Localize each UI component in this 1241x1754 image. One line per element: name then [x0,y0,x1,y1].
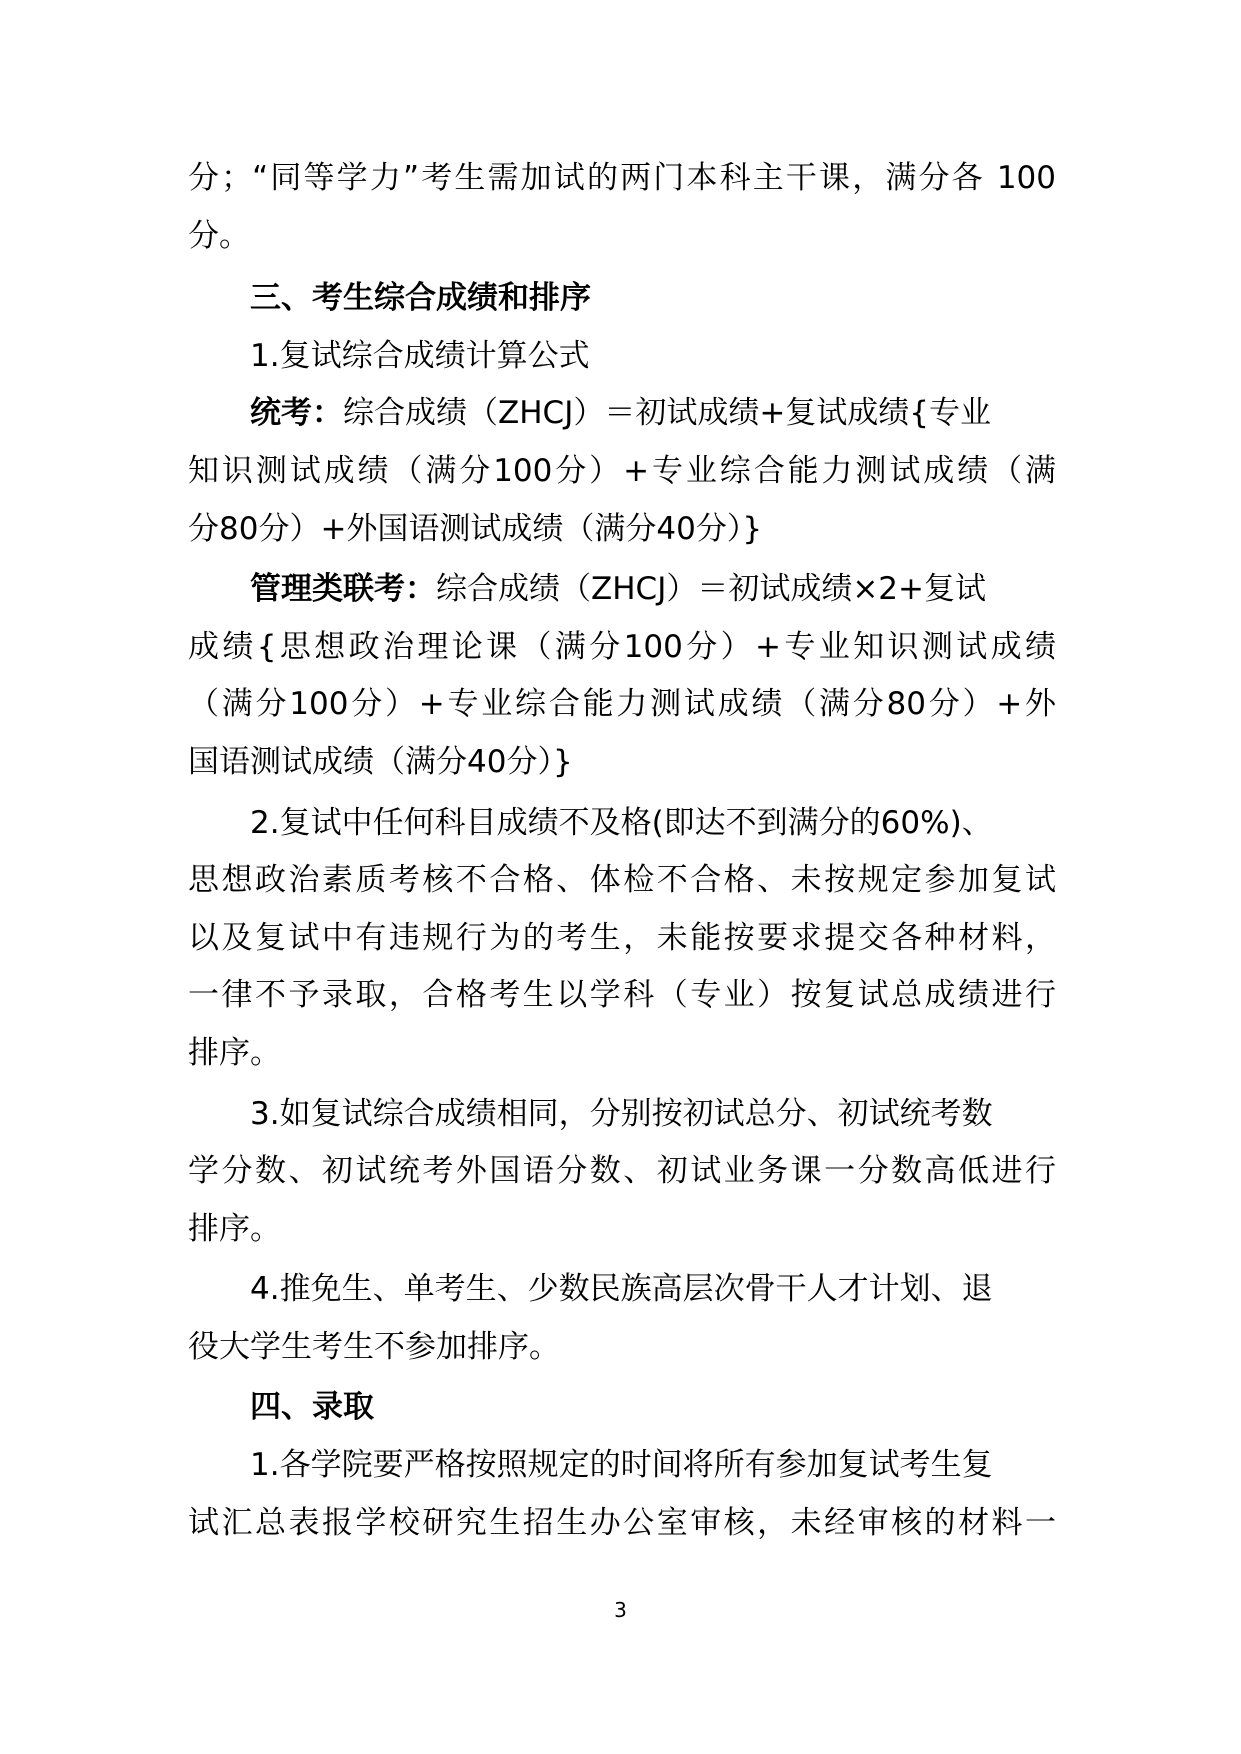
continuation-line-2: 分。 [188,217,250,254]
tongkao-formula-text: 综合成绩（ZHCJ）＝初试成绩+复试成绩{专业 [343,395,992,432]
item-3-line-2: 学分数、初试统考外国语分数、初试业务课一分数高低进行 [188,1153,1056,1190]
item-2-line-4: 一律不予录取，合格考生以学科（专业）按复试总成绩进行 [188,977,1056,1014]
tongkao-formula-line-3: 分80分）+外国语测试成绩（满分40分）} [188,510,763,547]
guanli-formula-line-2: 成绩{思想政治理论课（满分100分）+专业知识测试成绩 [188,628,1056,665]
guanli-formula-line-4: 国语测试成绩（满分40分）} [188,743,573,780]
item-4-line-1: 4.推免生、单考生、少数民族高层次骨干人才计划、退 [250,1271,993,1308]
section-4-item-1-line-1: 1.各学院要严格按照规定的时间将所有参加复试考生复 [250,1447,993,1484]
guanli-formula-line-1 [188,561,1056,619]
guanli-formula-line-3: （满分100分）+专业综合能力测试成绩（满分80分）+外 [188,686,1056,723]
continuation-line-1: 分；“同等学力”考生需加试的两门本科主干课，满分各 100 [188,160,1056,196]
item-3-line-1: 3.如复试综合成绩相同，分别按初试总分、初试统考数 [250,1095,993,1132]
guanli-label: 管理类联考： [250,571,436,608]
section-4-item-1-line-2: 试汇总表报学校研究生招生办公室审核，未经审核的材料一 [188,1504,1056,1541]
item-4-line-2: 役大学生考生不参加排序。 [188,1328,560,1365]
item-2-line-1: 2.复试中任何科目成绩不及格(即达不到满分的60%)、 [250,804,993,841]
item-3-line-3: 排序。 [188,1210,281,1247]
tongkao-label: 统考： [250,395,343,432]
section-3-heading: 三、考生综合成绩和排序 [250,280,591,317]
tongkao-formula-line-2: 知识测试成绩（满分100分）+专业综合能力测试成绩（满 [188,452,1056,489]
document-body [188,150,1056,1552]
page-number: 3 [614,1598,627,1622]
tongkao-formula-line-1 [188,385,1056,443]
item-2-line-3: 以及复试中有违规行为的考生，未能按要求提交各种材料， [188,919,1056,956]
item-2-line-5: 排序。 [188,1034,281,1071]
item-2-line-2: 思想政治素质考核不合格、体检不合格、未按规定参加复试 [188,862,1056,899]
guanli-formula-text: 综合成绩（ZHCJ）＝初试成绩×2+复试 [436,571,987,608]
section-3-item-1-title: 1.复试综合成绩计算公式 [250,337,590,374]
section-4-heading: 四、录取 [250,1389,374,1426]
